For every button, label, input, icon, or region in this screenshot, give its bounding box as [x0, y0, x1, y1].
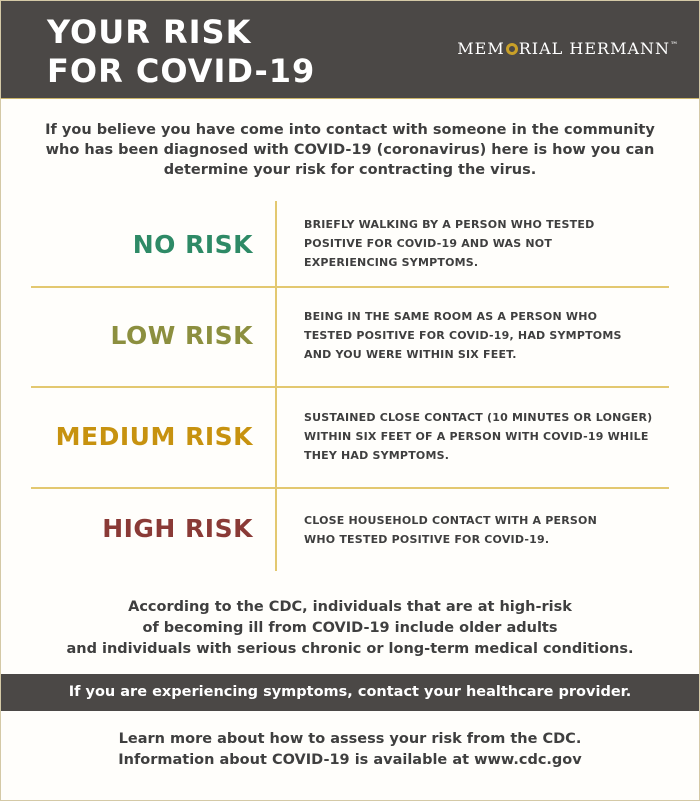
- risk-level-label: MEDIUM RISK: [55, 422, 253, 451]
- risk-level-label: NO RISK: [132, 230, 253, 259]
- footer-line: Information about COVID-19 is available at www.cdc.gov: [118, 752, 582, 768]
- risk-level-label: HIGH RISK: [102, 514, 253, 543]
- memorial-hermann-logo: [457, 39, 679, 58]
- intro-text: If you believe you have come into contact with someone in the community who has been diagnosed with COVID-19 (coronavirus) here is how you can determine your risk for contracting the virus.: [45, 122, 655, 178]
- footer-line: Learn more about how to assess your risk from the CDC.: [118, 731, 582, 747]
- risk-row-low: [31, 288, 669, 386]
- risk-level-description: BRIEFLY WALKING BY A PERSON WHO TESTED POSITIVE FOR COVID-19 AND WAS NOT EXPERIENCING SYMPTOMS.: [304, 218, 595, 269]
- cdc-note-line: and individuals with serious chronic or long-term medical conditions.: [66, 641, 634, 657]
- risk-row-high: [31, 489, 669, 571]
- risk-table: [31, 201, 669, 571]
- cdc-note: [21, 597, 679, 660]
- cdc-note-line: According to the CDC, individuals that are at high-risk: [128, 599, 572, 615]
- footer-text: [21, 729, 679, 771]
- risk-level-description: SUSTAINED CLOSE CONTACT (10 MINUTES OR LONGER) WITHIN SIX FEET OF A PERSON WITH COVID-19 WHILE THEY HAD SYMPTOMS.: [304, 411, 653, 462]
- page-title: [47, 13, 315, 91]
- risk-level-description: CLOSE HOUSEHOLD CONTACT WITH A PERSON WHO TESTED POSITIVE FOR COVID-19.: [304, 514, 597, 546]
- symptoms-banner: [1, 674, 699, 711]
- header-bar: [1, 1, 699, 99]
- logo-ring-icon: [506, 43, 518, 55]
- logo-trademark: ™: [670, 40, 679, 50]
- title-line-2: FOR COVID-19: [47, 52, 316, 90]
- cdc-note-line: of becoming ill from COVID-19 include older adults: [142, 620, 558, 636]
- logo-text-right: RIAL HERMANN: [518, 39, 670, 58]
- logo-text-left: MEM: [457, 39, 505, 58]
- risk-level-label: LOW RISK: [110, 321, 253, 350]
- risk-level-description: BEING IN THE SAME ROOM AS A PERSON WHO TESTED POSITIVE FOR COVID-19, HAD SYMPTOMS AND YOU WERE WITHIN SIX FEET.: [304, 310, 622, 361]
- risk-row-no: [31, 201, 669, 286]
- risk-row-medium: [31, 388, 669, 487]
- symptoms-banner-text: If you are experiencing symptoms, contact your healthcare provider.: [68, 684, 632, 700]
- title-line-1: YOUR RISK: [47, 13, 252, 51]
